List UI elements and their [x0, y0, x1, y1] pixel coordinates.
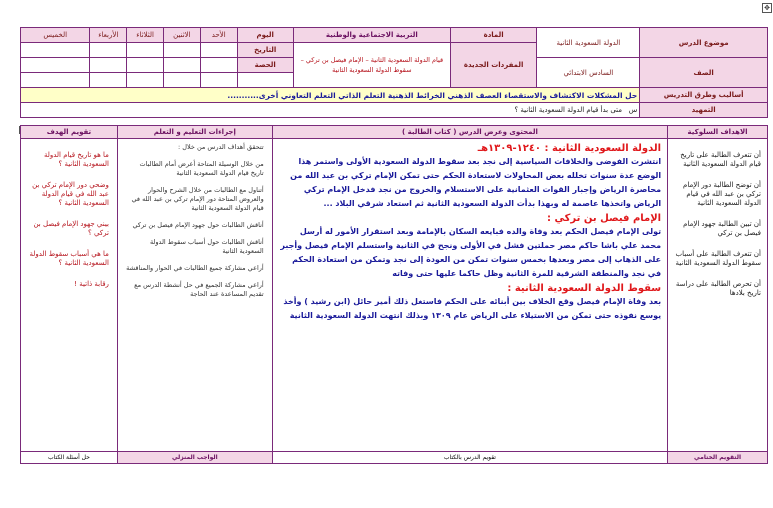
blank-cell-c — [163, 73, 200, 88]
day-2: الاثنين — [163, 28, 200, 43]
content-header: المحتوى وعرض الدرس ( كتاب الطالبة ) — [272, 126, 667, 139]
procedure-item: أتناول مع الطالبات من خلال الشرح والحوار والعروض المتاحة دور الإمام تركي بن عبد الله في قيام الدولة السعودية الثانية — [131, 186, 264, 212]
period-cell-4[interactable] — [90, 58, 127, 73]
period-cell-2[interactable] — [163, 58, 200, 73]
period-cell-1[interactable] — [200, 58, 237, 73]
intro-prefix: س — [628, 106, 638, 114]
procedure-item: أناقش الطالبات حول أسباب سقوط الدولة السعودية الثانية — [149, 238, 264, 255]
procedure-item: أراعي مشاركة الجميع في حل أنشطة الدرس مع تقديم المساعدة عند الحاجة — [134, 281, 264, 298]
day-1: الأحد — [200, 28, 237, 43]
procedures-intro: تتحقق أهداف الدرس من خلال : — [178, 143, 264, 151]
content-heading: سقوط الدولة السعودية الثانية : — [507, 283, 662, 294]
evaluation-item: بيني جهود الإمام فيصل بن تركي ؟ — [33, 220, 109, 237]
intro-value-cell — [21, 103, 640, 118]
evaluation-column — [21, 139, 118, 452]
procedure-item: أناقش الطالبات حول جهود الإمام فيصل بن تركي — [132, 221, 264, 229]
blank-cell-d — [127, 73, 164, 88]
blank-cell-b — [200, 73, 237, 88]
header-table — [20, 27, 768, 118]
objective-item: أن توضح الطالبة دور الإمام تركي بن عبد الله في قيام الدولة السعودية الثانية — [683, 181, 761, 207]
content-heading: الدولة السعودية الثانية : ١٢٤٠-١٣٠٩هـ — [477, 143, 662, 154]
procedures-header: إجراءات التعليم و التعلم — [117, 126, 272, 139]
methods-value: حل المشكلات الاكتشاف والاستقصاء العصف الذهني الخرائط الذهنية التعلم الذاتي التعلم التعاوني أخرى........... — [21, 88, 640, 103]
procedure-item: من خلال الوسيلة المتاحة أعرض أمام الطالبات تاريخ قيام الدولة السعودية الثانية — [139, 160, 264, 177]
procedure-item: أراعي مشاركة جميع الطالبات في الحوار والمناقشة — [126, 264, 264, 272]
period-cell-5[interactable] — [21, 58, 90, 73]
class-value: السادس الابتدائي — [537, 58, 640, 88]
content-paragraph: تولى الإمام فيصل الحكم بعد وفاة والده فبايعه السكان بالإمامة وبعد استقرار الأمور له أرسل محمد علي باشا حاكم مصر حملتين فشل في الأولى ونجح في الثانية واستسلم الإمام فيصل وأجبر على الذهاب إلى مصر وبعدها بخمس سنوات تمكن من العودة إلى نجد وتمكن من استعادة الحكم في نجد والمنطقة الشرقية للمرة الثانية وظل حاكما عليها حتى وفاته — [280, 227, 662, 278]
evaluation-item: وضحي دور الإمام تركي بن عبد الله في قيام الدولة السعودية الثانية ؟ — [32, 181, 109, 207]
date-cell-4[interactable] — [90, 43, 127, 58]
evaluation-item: ما هو تاريخ قيام الدولة السعودية الثانية ؟ — [43, 151, 109, 168]
intro-label: التمهيد — [640, 103, 768, 118]
content-heading: الإمام فيصل بن تركي : — [546, 213, 662, 224]
period-label: الحصة — [237, 58, 293, 73]
evaluation-header: تقويم الهدف — [21, 126, 118, 139]
new-vocab-value: قيام الدولة السعودية الثانية – الإمام فيصل بن تركي –سقوط الدولة السعودية الثانية — [293, 43, 450, 88]
objective-item: أن تحرص الطالبة على دراسة تاريخ بلادها — [675, 280, 761, 297]
day-label: اليوم — [237, 28, 293, 43]
lesson-topic-label: موضوع الدرس — [640, 28, 768, 58]
intro-question: متى بدأ قيام الدولة السعودية الثانية ؟ — [514, 106, 623, 114]
homework-label: الواجب المنزلي — [117, 452, 272, 464]
date-cell-1[interactable] — [200, 43, 237, 58]
date-cell-2[interactable] — [163, 43, 200, 58]
objectives-header: الاهداف السلوكية — [668, 126, 768, 139]
final-eval-value: تقويم الدرس بالكتاب — [272, 452, 667, 464]
new-vocab-label: المفردات الجديدة — [450, 43, 537, 88]
final-eval-label: التقويم الختامي — [668, 452, 768, 464]
blank-cell-e — [90, 73, 127, 88]
objective-item: أن تبين الطالبة جهود الإمام فيصل بن تركي — [683, 220, 761, 237]
day-3: الثلاثاء — [127, 28, 164, 43]
methods-label: أساليب وطرق التدريس — [640, 88, 768, 103]
content-paragraph: انتشرت الفوضى والخلافات السياسية إلى نجد بعد سقوط الدولة السعودية الأولى واستمر هذا الوضع عدة سنوات تخلله بعض المحاولات لاستعادة الحكم حتى تمكن الإمام تركي بن عبد الله من محاصرة الرياض وإجبار القوات العثمانية على الاستسلام والخروج من نجد فدخل الإمام تركي الرياض واتخذها عاصمة له وبهذا بدأت الدولة السعودية الثانية ثم استعاد شرقي البلاد ... — [290, 157, 662, 208]
objective-item: أن تتعرف الطالبة على تاريخ قيام الدولة السعودية الثانية — [680, 151, 761, 168]
evaluation-item: رقابة ذاتية ! — [74, 280, 109, 288]
main-table — [20, 125, 768, 464]
lesson-topic-value: الدولة السعودية الثانية — [537, 28, 640, 58]
homework-value: حل أسئلة الكتاب — [21, 452, 118, 464]
date-cell-3[interactable] — [127, 43, 164, 58]
day-4: الأربعاء — [90, 28, 127, 43]
subject-label: المادة — [450, 28, 537, 43]
subject-value: التربية الاجتماعية والوطنية — [293, 28, 450, 43]
procedures-column — [117, 139, 272, 452]
content-paragraph: بعد وفاة الإمام فيصل وقع الخلاف بين أبنائه على الحكم فاستغل ذلك أمير حائل (ابن رشيد ) وأخذ يوسع نفوذه حتى تمكن من الاستيلاء على الرياض عام ١٣٠٩ وبذلك انتهت الدولة السعودية الثانية — [283, 297, 662, 320]
blank-cell-f — [21, 73, 90, 88]
evaluation-item: ما هي أسباب سقوط الدولة السعودية الثانية ؟ — [29, 250, 109, 267]
day-5: الخميس — [21, 28, 90, 43]
date-label: التاريخ — [237, 43, 293, 58]
period-cell-3[interactable] — [127, 58, 164, 73]
objective-item: أن تتعرف الطالبة على أسباب سقوط الدولة السعودية الثانية — [675, 250, 761, 267]
date-cell-5[interactable] — [21, 43, 90, 58]
blank-cell-a — [237, 73, 293, 88]
class-label: الصف — [640, 58, 768, 88]
move-handle-icon[interactable]: ✥ — [762, 3, 772, 13]
content-column — [272, 139, 667, 452]
objectives-column — [668, 139, 768, 452]
